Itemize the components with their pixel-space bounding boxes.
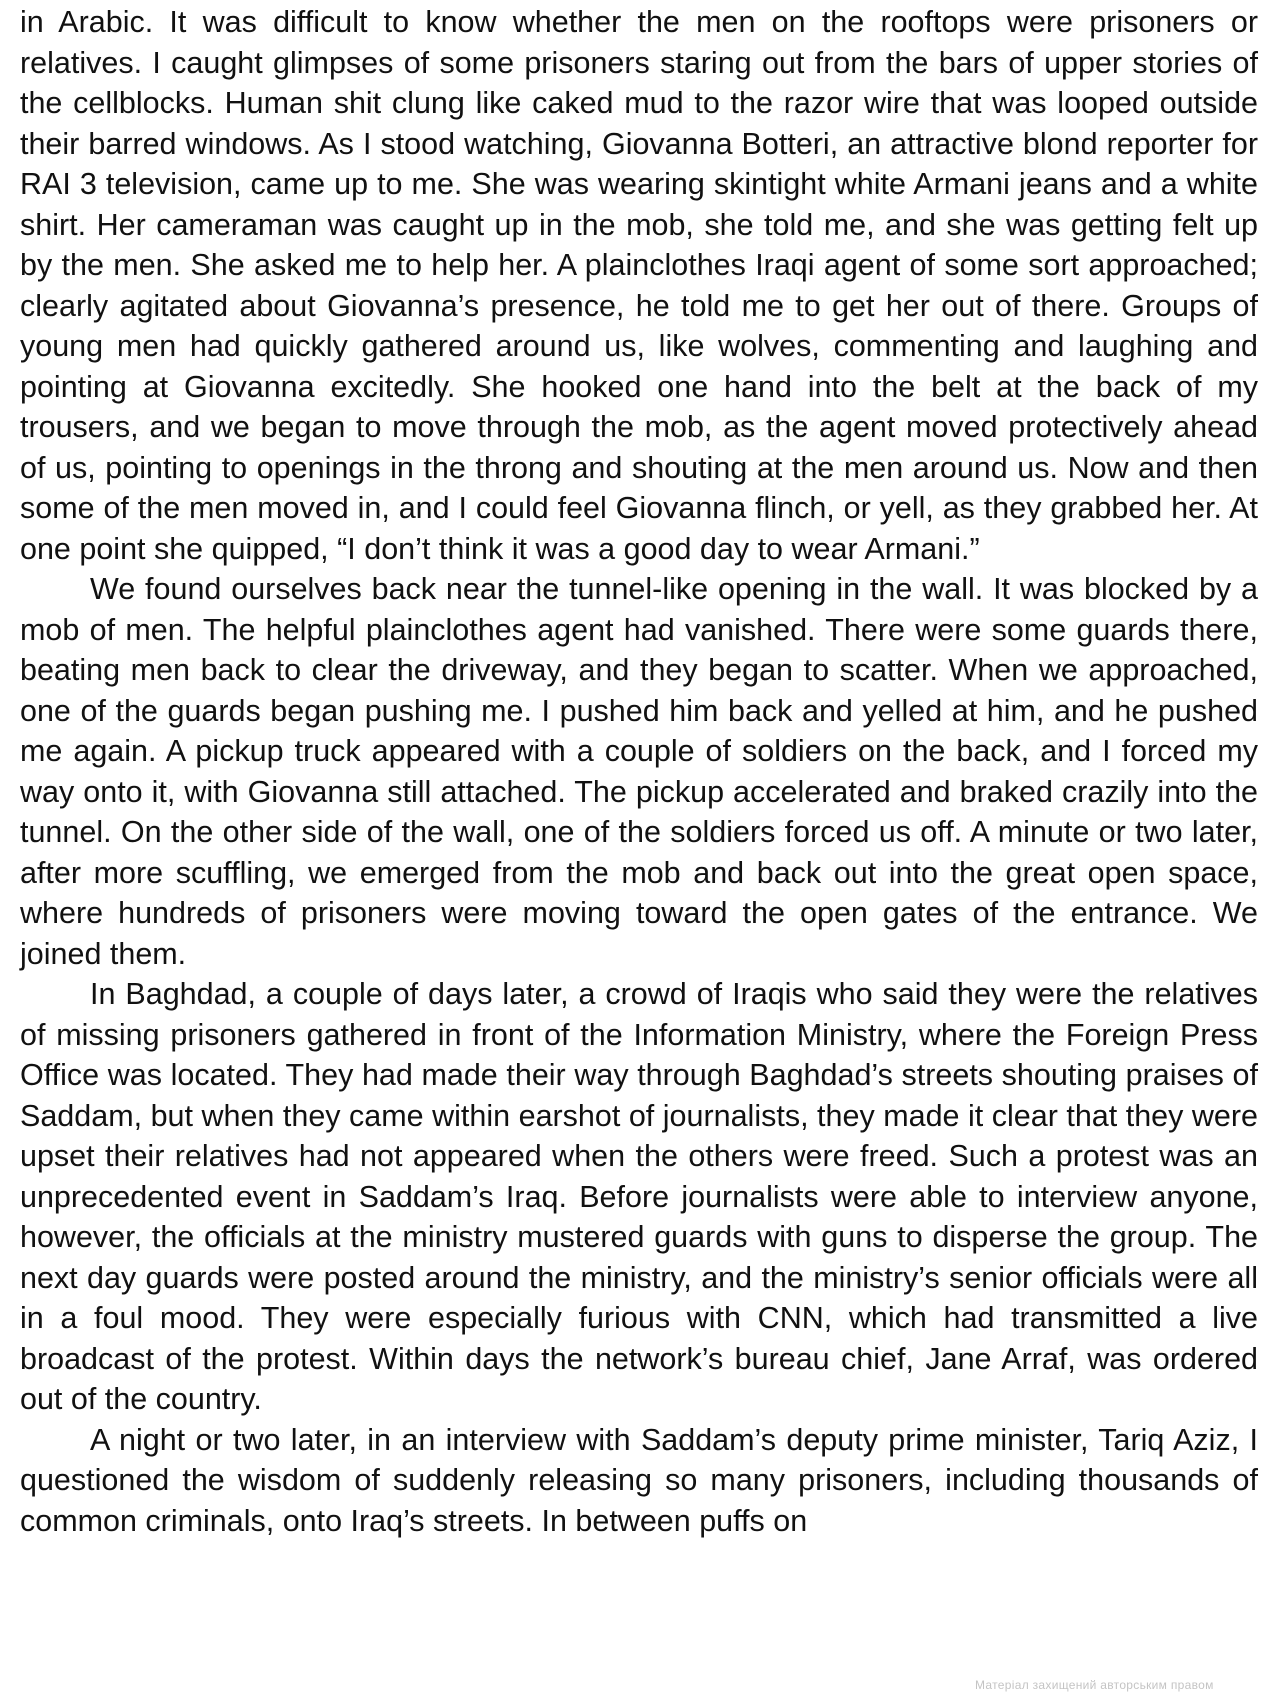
paragraph-baghdad-protest: In Baghdad, a couple of days later, a crowd of Iraqis who said they were the relatives of missing prisoners gathered in front of the Information Ministry, where the Foreign Press Office was located. They had made their way through Baghdad’s streets shouting praises of Saddam, but when they came within earshot of journalists, they made it clear that they were upset their relatives had not appeared when the others were freed. Such a protest was an unprecedented event in Saddam’s Iraq. Before journalists were able to interview anyone, however, the officials at the ministry mustered guards with guns to disperse the group. The next day guards were posted around the ministry, and the ministry’s senior officials were all in a foul mood. They were especially furious with CNN, which had transmitted a live broadcast of the protest. Within days the network’s bureau chief, Jane Arraf, was ordered out of the country. bbox=[20, 977, 1258, 1416]
paragraph-tariq-aziz-interview: A night or two later, in an interview with Saddam’s deputy prime minister, Tariq Aziz, I questioned the wisdom of suddenly releasing so many prisoners, including thousands of common criminals, onto Iraq’s streets. In between puffs on bbox=[20, 1422, 1258, 1538]
copyright-watermark: Матеріал захищений авторським правом bbox=[975, 1678, 1214, 1692]
paragraph-prison-mob: in Arabic. It was difficult to know whether the men on the rooftops were prisoners or relatives. I caught glimpses of some prisoners staring out from the bars of upper stories of the cellblocks. Human shit clung like caked mud to the razor wire that was looped outside their barred windows. As I stood watching, Giovanna Botteri, an attractive blond reporter for RAI 3 television, came up to me. She was wearing skintight white Armani jeans and a white shirt. Her cameraman was caught up in the mob, she told me, and she was getting felt up by the men. She asked me to help her. A plainclothes Iraqi agent of some sort approached; clearly agitated about Giovanna’s presence, he told me to get her out of there. Groups of young men had quickly gathered around us, like wolves, commenting and laughing and pointing at Giovanna excitedly. She hooked one hand into the belt at the back of my trousers, and we began to move through the mob, as the agent moved protectively ahead of us, pointing to openings in the throng and shouting at the men around us. Now and then some of the men moved in, and I could feel Giovanna flinch, or yell, as they grabbed her. At one point she quipped, “I don’t think it was a good day to wear Armani.” bbox=[20, 5, 1258, 566]
body-text bbox=[20, 2, 1258, 1541]
paragraph-tunnel-escape: We found ourselves back near the tunnel-like opening in the wall. It was blocked by a mob of men. The helpful plainclothes agent had vanished. There were some guards there, beating men back to clear the driveway, and they began to scatter. When we approached, one of the guards began pushing me. I pushed him back and yelled at him, and he pushed me again. A pickup truck appeared with a couple of soldiers on the back, and I forced my way onto it, with Giovanna still attached. The pickup accelerated and braked crazily into the tunnel. On the other side of the wall, one of the soldiers forced us off. A minute or two later, after more scuffling, we emerged from the mob and back out into the great open space, where hundreds of prisoners were moving toward the open gates of the entrance. We joined them. bbox=[20, 572, 1258, 971]
